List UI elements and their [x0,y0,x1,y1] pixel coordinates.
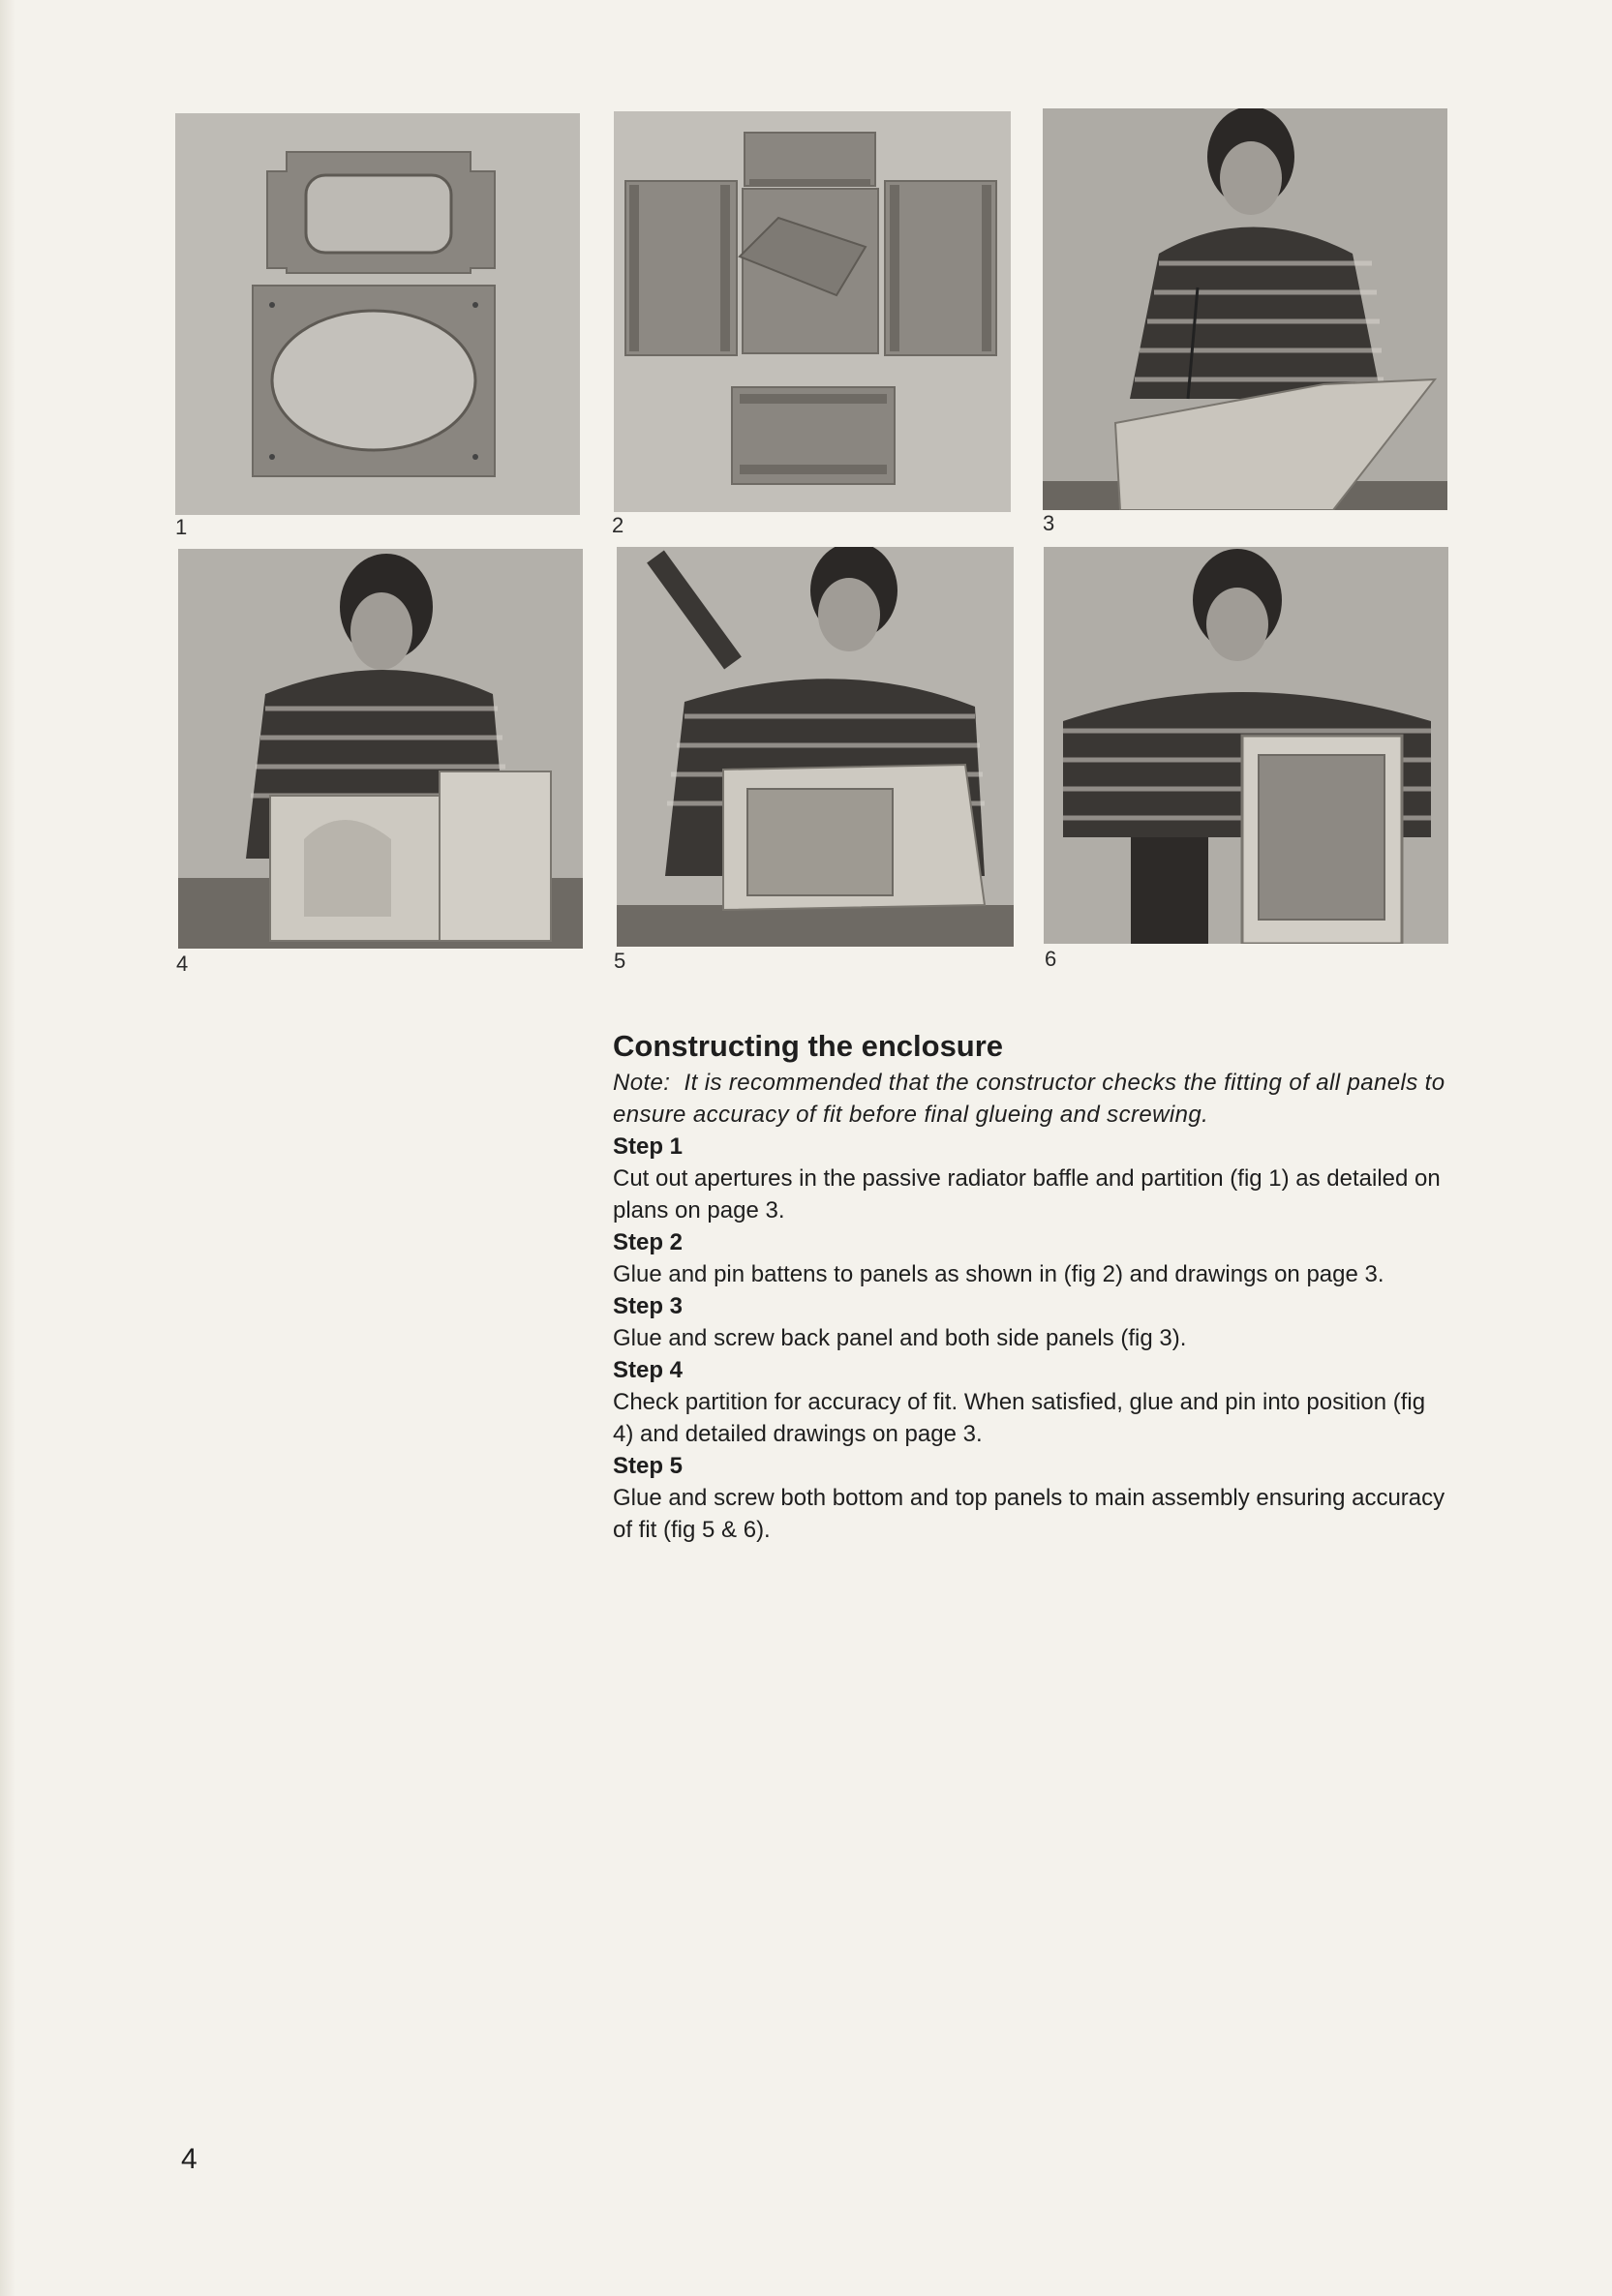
step-text: Glue and pin battens to panels as shown in (fig 2) and drawings on page 3. [613,1261,1384,1287]
figure-2-photo [614,111,1011,512]
section-title: Constructing the enclosure [613,1029,1004,1063]
figure-number: 2 [612,513,624,537]
page-number: 4 [181,2143,198,2175]
figure-1-photo [175,113,580,515]
step-text: Glue and screw back panel and both side panels (fig 3). [613,1325,1187,1351]
figure-3-photo [1043,108,1447,510]
step-label: Step 3 [613,1293,684,1319]
figure-5-photo [617,547,1014,947]
step-text: Cut out apertures in the passive radiator baffle and partition (fig 1) as detailed on plans on page 3. [613,1165,1441,1224]
step-label: Step 4 [613,1357,684,1383]
note-text: It is recommended that the constructor checks the fitting of all panels to ensure accuracy of fit before final glueing and screwing. [613,1070,1445,1128]
figure-number: 4 [176,952,189,976]
page-edge-shadow [0,0,15,2296]
note-paragraph [613,1067,1445,1131]
note-label: Note: [613,1070,671,1096]
step-text: Glue and screw both bottom and top panels to main assembly ensuring accuracy of fit (fig 5 & 6). [613,1485,1445,1543]
figure-number: 6 [1045,947,1057,971]
step-label: Step 1 [613,1133,684,1160]
figure-number: 3 [1043,511,1055,535]
figure-6-photo [1044,547,1448,944]
figure-number: 1 [175,515,188,539]
step-label: Step 2 [613,1229,684,1255]
step-label: Step 5 [613,1453,684,1479]
instructions-text-block [613,1028,1445,1546]
figure-4-photo [178,549,583,949]
step-text: Check partition for accuracy of fit. When satisfied, glue and pin into position (fig 4) and detailed drawings on page 3. [613,1389,1426,1447]
figure-number: 5 [614,949,626,973]
